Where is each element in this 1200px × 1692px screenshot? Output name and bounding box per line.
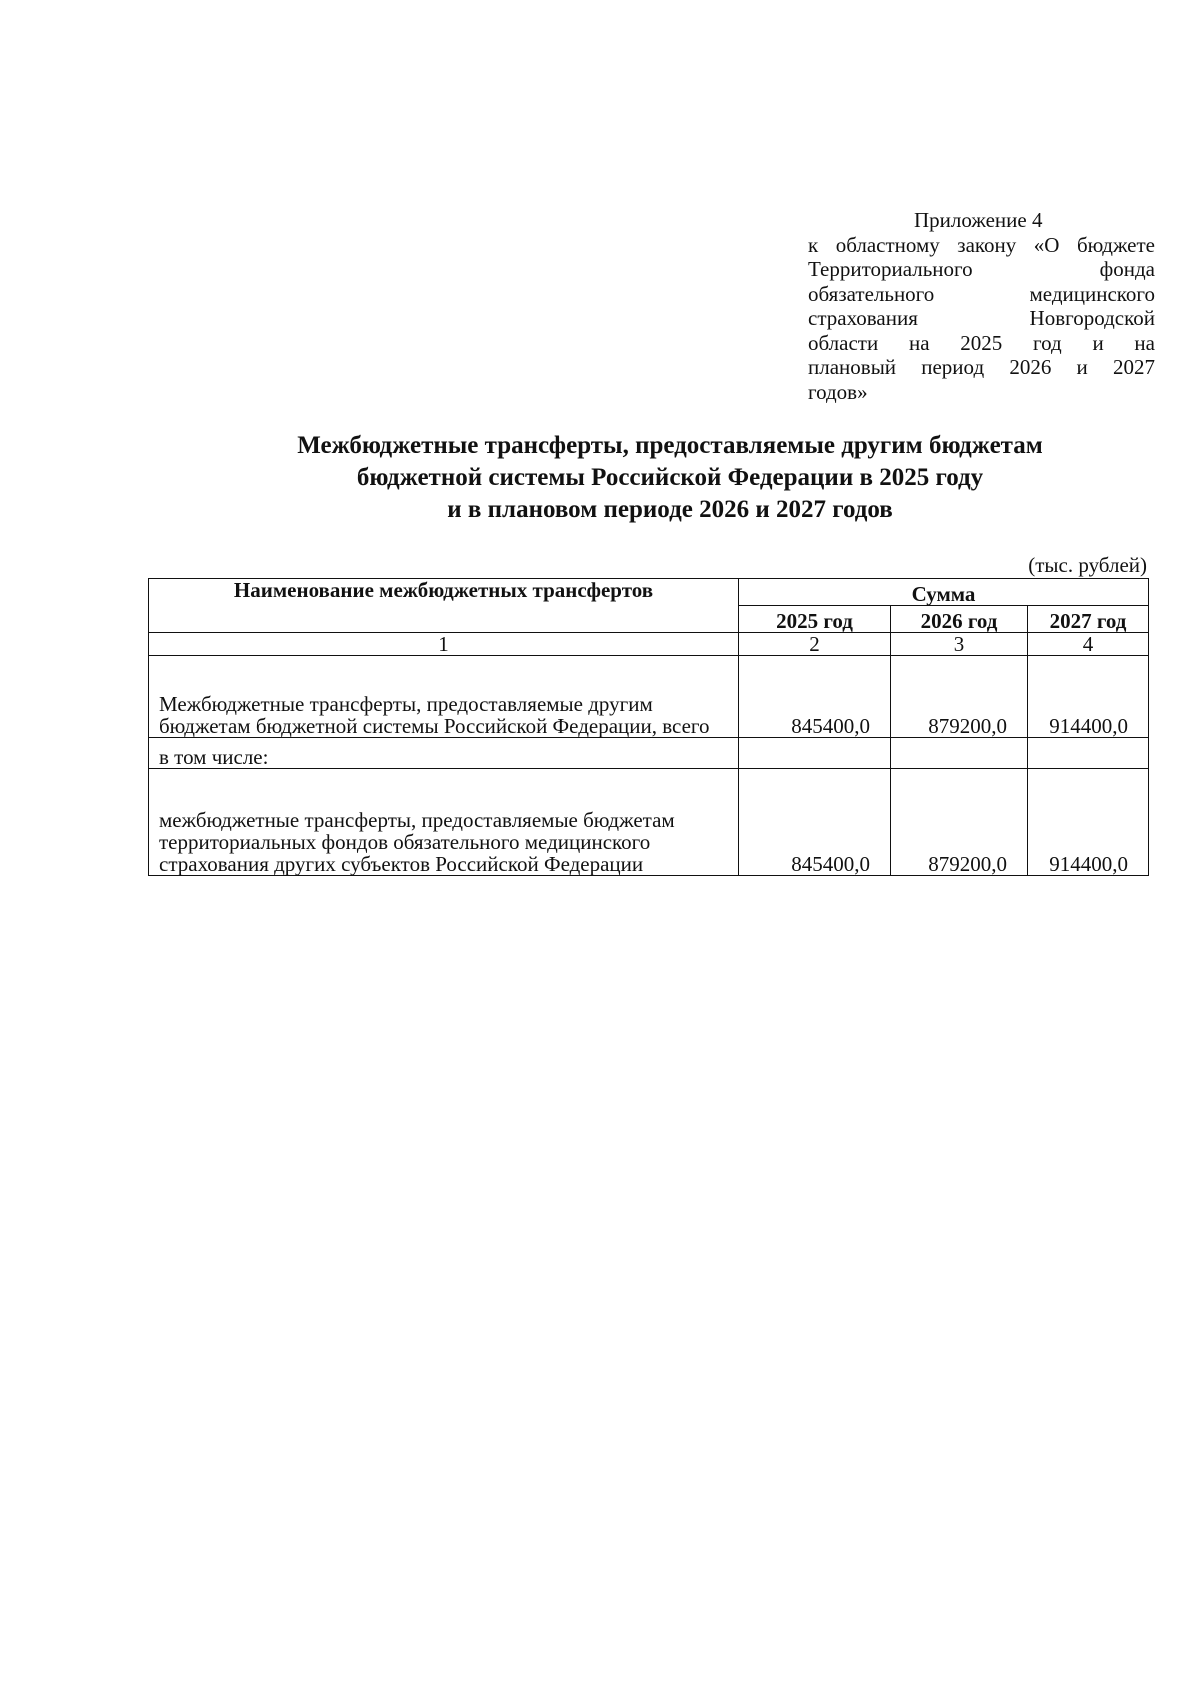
row-value: 845400,0	[739, 656, 891, 738]
column-number: 4	[1028, 633, 1149, 656]
table-row	[149, 656, 1149, 738]
title-line: бюджетной системы Российской Федерации в 2025 году	[356, 464, 984, 491]
row-value	[891, 738, 1028, 769]
appendix-line: плановый период 2026 и 2027	[808, 355, 1155, 379]
title-line: Межбюджетные трансферты, предоставляемые другим бюджетам	[297, 432, 1043, 459]
row-value: 845400,0	[739, 769, 891, 876]
row-value: 879200,0	[891, 656, 1028, 738]
column-number: 2	[739, 633, 891, 656]
header-sum: Сумма	[739, 579, 1149, 606]
header-year: 2026 год	[891, 606, 1028, 633]
row-value	[1028, 738, 1149, 769]
header-year: 2027 год	[1028, 606, 1149, 633]
header-name: Наименование межбюджетных трансфертов	[149, 579, 739, 633]
header-year: 2025 год	[739, 606, 891, 633]
appendix-note	[808, 208, 1155, 404]
appendix-title: Приложение 4	[914, 208, 1043, 232]
appendix-line: Территориального фонда	[808, 257, 1155, 281]
table-row	[149, 769, 1149, 876]
table-row	[149, 738, 1149, 769]
row-value: 914400,0	[1028, 656, 1149, 738]
row-value	[739, 738, 891, 769]
column-number: 3	[891, 633, 1028, 656]
appendix-line: обязательного медицинского	[808, 281, 1155, 306]
units-label: (тыс. рублей)	[1028, 553, 1147, 577]
column-number-row	[149, 633, 1149, 656]
column-number: 1	[149, 633, 739, 656]
title-line: и в плановом периоде 2026 и 2027 годов	[447, 496, 893, 523]
appendix-line: области на 2025 год и на	[808, 330, 1155, 355]
appendix-line: годов»	[808, 379, 868, 404]
row-name: межбюджетные трансферты, предоставляемые бюджетам территориальных фондов обязательного медицинского страхования других субъектов Российской Федерации	[149, 769, 739, 876]
document-title	[200, 430, 1140, 526]
transfers-table	[148, 578, 1149, 876]
appendix-line: к областному закону «О бюджете	[808, 232, 1155, 257]
header-row	[149, 579, 1149, 606]
appendix-line: страхования Новгородской	[808, 306, 1155, 330]
row-name: в том числе:	[149, 738, 739, 769]
row-name: Межбюджетные трансферты, предоставляемые другим бюджетам бюджетной системы Российской Федерации, всего	[149, 656, 739, 738]
row-value: 914400,0	[1028, 769, 1149, 876]
row-value: 879200,0	[891, 769, 1028, 876]
